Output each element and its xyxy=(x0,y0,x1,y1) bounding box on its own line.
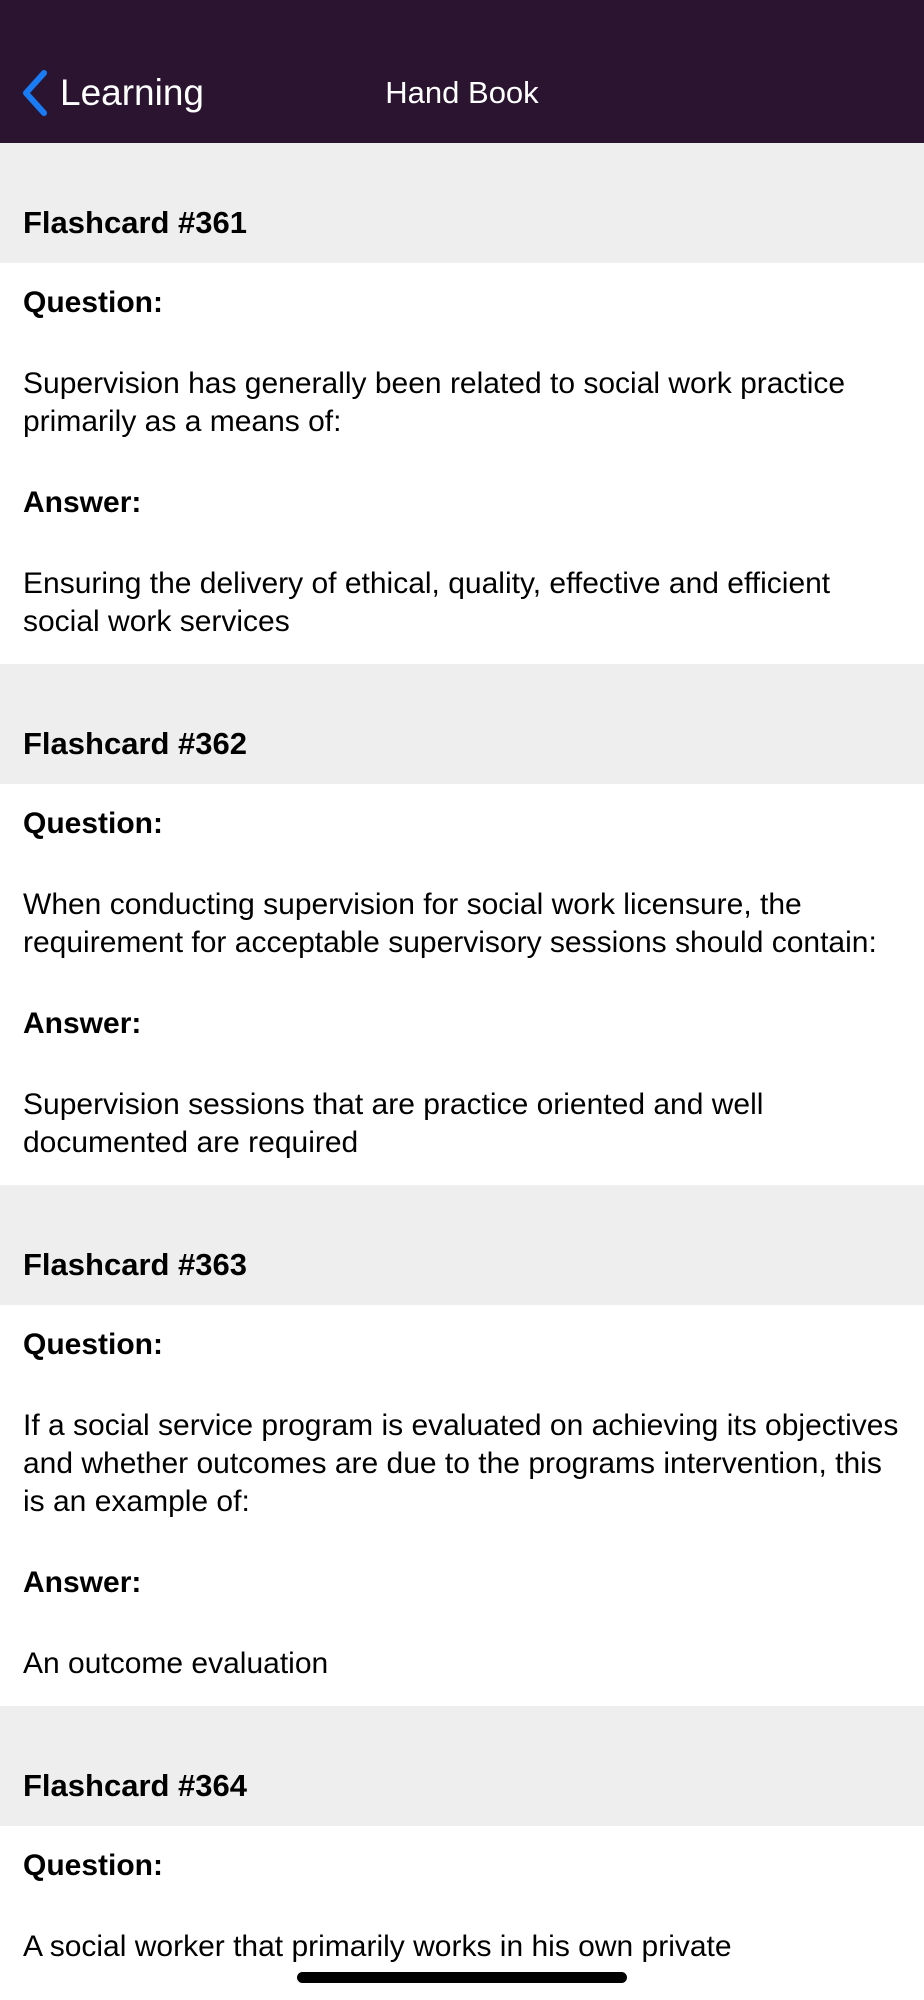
flashcard-title: Flashcard #361 xyxy=(23,205,248,240)
question-text: A social worker that primarily works in his own private xyxy=(23,1930,732,1963)
answer-label: Answer: xyxy=(23,486,142,519)
flashcard-title: Flashcard #362 xyxy=(23,726,248,761)
flashcard-body xyxy=(0,263,924,664)
question-text: If a social service program is evaluated on achieving its objectives and whether outcomes are due to the programs intervention, this is an example of: xyxy=(23,1409,899,1518)
question-label: Question: xyxy=(23,1849,163,1882)
flashcard-title: Flashcard #363 xyxy=(23,1247,248,1282)
flashcard-body xyxy=(0,784,924,1185)
answer-label: Answer: xyxy=(23,1566,142,1599)
page-title: Hand Book xyxy=(385,75,539,110)
question-text: Supervision has generally been related to social work practice primarily as a means of: xyxy=(23,367,846,438)
navigation-bar xyxy=(0,0,924,143)
flashcard-header xyxy=(0,143,924,263)
flashcard-header xyxy=(0,1185,924,1305)
home-indicator[interactable] xyxy=(297,1972,627,1983)
back-button-label: Learning xyxy=(60,72,205,113)
flashcard xyxy=(0,1185,924,1706)
flashcard-header xyxy=(0,1706,924,1826)
answer-text: Supervision sessions that are practice oriented and well documented are required xyxy=(23,1088,764,1159)
question-label: Question: xyxy=(23,1328,163,1361)
question-text: When conducting supervision for social work licensure, the requirement for acceptable supervisory sessions should contain: xyxy=(23,888,877,959)
flashcard xyxy=(0,1706,924,2000)
answer-text: An outcome evaluation xyxy=(23,1647,329,1680)
answer-text: Ensuring the delivery of ethical, quality, effective and efficient social work services xyxy=(23,567,831,638)
flashcard-title: Flashcard #364 xyxy=(23,1768,248,1803)
flashcard-header xyxy=(0,664,924,784)
flashcard xyxy=(0,664,924,1185)
answer-label: Answer: xyxy=(23,1007,142,1040)
question-label: Question: xyxy=(23,286,163,319)
question-label: Question: xyxy=(23,807,163,840)
flashcard-list[interactable] xyxy=(0,143,924,2000)
flashcard xyxy=(0,143,924,664)
flashcard-body xyxy=(0,1305,924,1706)
